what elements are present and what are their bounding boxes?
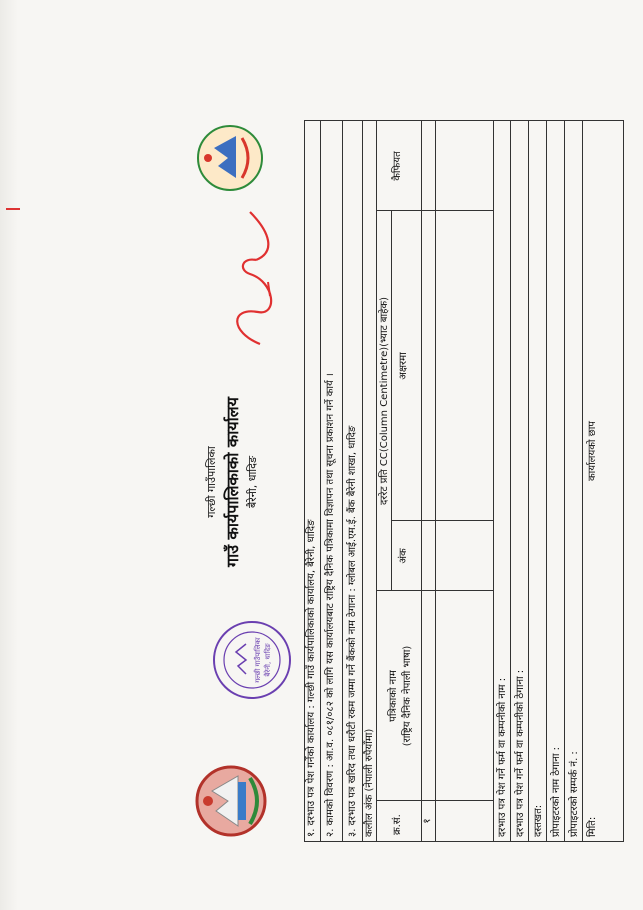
office-name: गाउँ कार्यपालिकाको कार्यालय — [223, 397, 242, 567]
field-date — [583, 121, 623, 841]
field-bank: ३. दरभाउ पत्र खरिद तथा धरौटी रकम जम्मा गर्ने बैंकको नाम ठेगाना : ग्लोबल आई.एम.ई. बैंक बैरेनी शाखा, धादिङ — [343, 121, 363, 841]
letterhead — [190, 112, 300, 852]
nepal-emblem-logo — [194, 764, 268, 838]
red-signature — [220, 202, 292, 352]
tender-form — [304, 120, 624, 842]
field-signature: दस्तखत: — [529, 121, 547, 841]
col-rate-words: अक्षरमा — [398, 352, 409, 380]
col-rate: दररेट प्रति CC(Column Centimetre)(भ्याट बाहेक) — [379, 297, 390, 506]
office-stamp — [210, 618, 294, 702]
field-proprietor-contact: प्रोपाइटरको सम्पर्क नं. : — [565, 121, 583, 841]
col-newspaper-sub: (राष्ट्रिय दैनिक नेपाली भाषा) — [402, 645, 413, 747]
rotated-form-page — [190, 112, 625, 852]
svg-text:गल्छी गाउँपालिका: गल्छी गाउँपालिका — [254, 637, 262, 683]
letterhead-text — [204, 362, 260, 602]
date-label: मिति: — [587, 816, 598, 837]
field-firm-address: दरभाउ पत्र पेश गर्ने फर्म वा कम्पनीको ठेगाना : — [511, 121, 529, 841]
red-margin-mark — [6, 208, 20, 210]
rate-table — [377, 121, 494, 841]
field-account: कलौल अंक (नेपाली रुपैयाँमा) — [363, 121, 377, 841]
office-place: बैरेनी, धादिङ — [246, 455, 259, 509]
svg-text:बैरेनी, धादिङ: बैरेनी, धादिङ — [264, 643, 272, 677]
col-rate-digit: अंक — [398, 548, 409, 564]
field-proprietor-name: प्रोपाइटरको नाम ठेगाना : — [547, 121, 565, 841]
field-office: १. दरभाउ पत्र पेश गर्नेको कार्यालय : गल्छी गाउँ कार्यपालिकाको कार्यालय, बैरेनी, धादिङ — [305, 121, 321, 841]
col-newspaper-name: पत्रिकाको नाम — [388, 670, 399, 722]
galchhi-logo — [196, 124, 266, 192]
col-sn: क्र.सं. — [392, 814, 403, 835]
office-seal-label: कार्यालयको छाप — [587, 421, 598, 481]
field-firm-name: दरभाउ पत्र पेश गर्ने फर्म वा कम्पनीको नाम : — [493, 121, 511, 841]
row-sn: १ — [422, 818, 433, 824]
col-remarks: कैफियत — [392, 151, 403, 181]
field-work-description: २. कामको विवरण : आ.व. ०८१/०८२ को लागि यस कार्यालयबाट राष्ट्रिय दैनिक पत्रिकामा विज्ञापन तथा सूचना प्रकाशन गर्ने कार्य । — [321, 121, 343, 841]
municipality-name: गल्छी गाउँपालिका — [205, 446, 218, 518]
